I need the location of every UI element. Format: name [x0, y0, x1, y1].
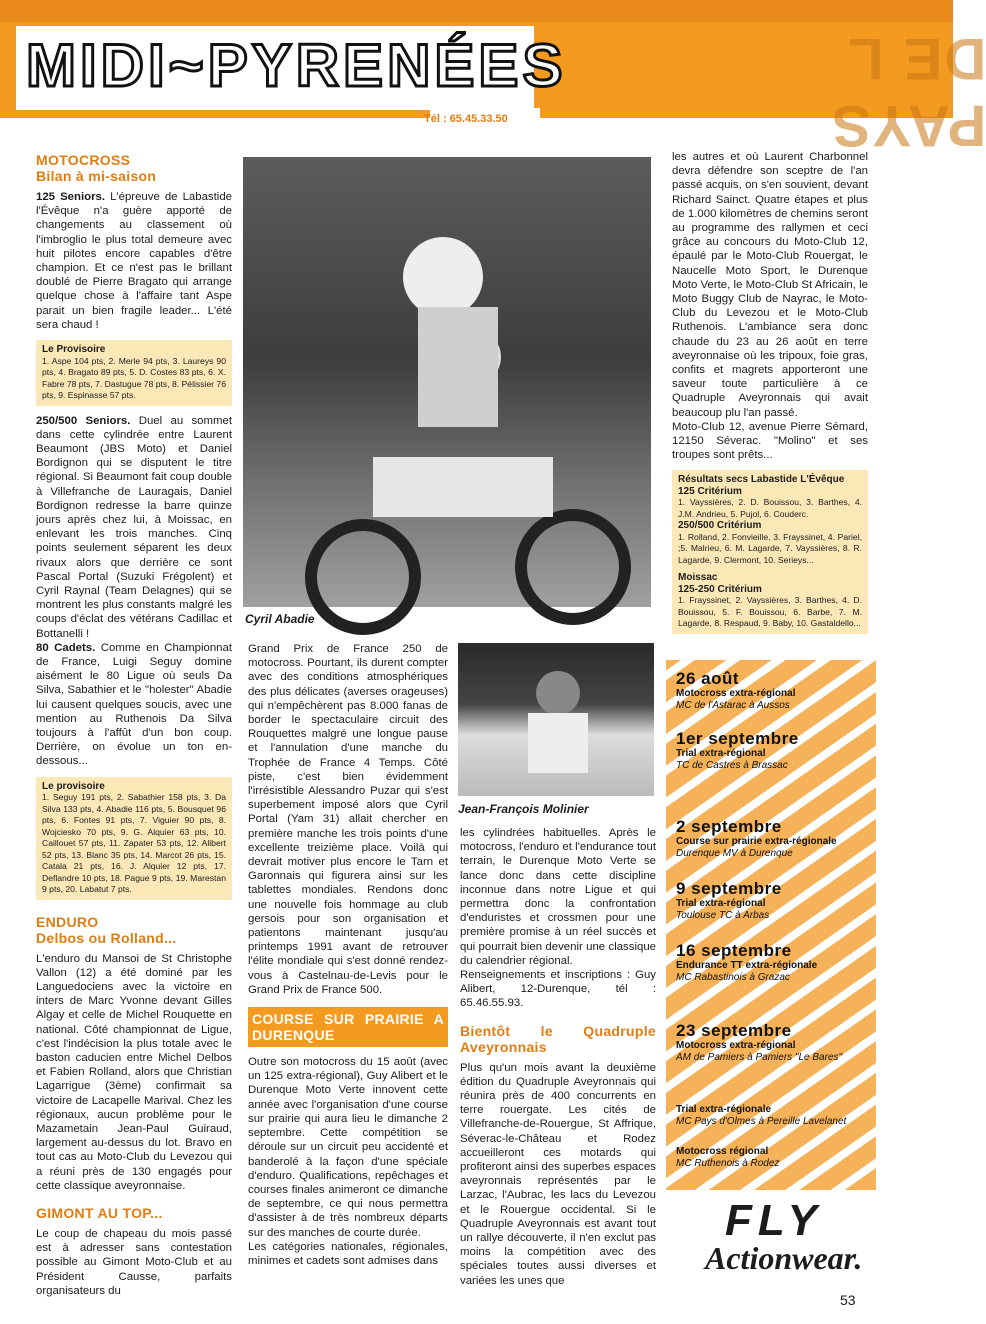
- motocross-photo: [243, 157, 651, 607]
- results-title: Résultats secs Labastide L'Évêque: [678, 474, 845, 486]
- event-date: 9 septembre: [676, 879, 782, 898]
- para-quadruple: Plus qu'un mois avant la deuxième édition du Quadruple Aveyronnais qui réunira près de 400 concurrents en terre rouergate. Les cités de Villefranche-de-Rouergue, St Affrique, Séverac-le-Château et Rodez accueilleront ces motards qui profiteront ainsi des superbes espaces aveyronnais représentés par le Larzac, l'Aubrac, les lacs du Levezou et le Rouergue occidental. Si le Quadruple Aveyronnais est avant tout un rallye découverte, il n'en exclut pas moins la compétition avec des spéciales toutes aussi diverses et variées les unes que: [460, 1061, 656, 1287]
- event-club: AM de Pamiers à Pamiers "Le Bares": [676, 1052, 843, 1063]
- para-enduro: L'enduro du Mansoi de St Christophe Vallon (12) a été dominé par les Languedociens avec la victoire en inters de Marc Yvonne devant Gilles Algay et celle de Michel Rouquette en national. Côté championnat de Ligue, c'est l'indécision la plus totale avec le baston caducien entre Michel Delbos et Fabien Rolland, alors que Christian Lagarrigue (3ème) confirmait sa victoire de Lacapelle Marival. Chez les régionaux, aucun problème pour le Mazametain Jean-Paul Guiraud, largement au-dessus du lot. Bravo en tout cas au Moto-Club du Levezou qui a réuni près de 130 engagés pour cette classique aveyronnaise.: [36, 952, 232, 1192]
- para-motoclub: Moto-Club 12, avenue Pierre Sémard, 12150 Séverac. "Molino" et ses troupes sont prêts...: [672, 420, 868, 462]
- event-date: 2 septembre: [676, 817, 782, 836]
- kicker-quadruple: Bientôt le Quadruple Aveyronnais: [460, 1022, 656, 1055]
- para-80: 80 Cadets. Comme en Championnat de France, Luigi Seguy domine aisément le 80 Ligue où seuls Da Silva, Sabathier et le "holester" Abadie lui causent quelques soucis, avec une mention au Ruthenois Da Silva toujours à l'affût d'un bon coup. Derrière, on évolue un ton en-dessous...: [36, 641, 233, 768]
- para-categories: Les catégories nationales, régionales, minimes et cadets sont admises dans: [248, 1240, 448, 1267]
- calendar-event: [676, 1146, 876, 1170]
- photo2-caption: Jean-François Molinier: [458, 802, 589, 816]
- column-4: [672, 150, 868, 634]
- results-box: [672, 470, 868, 634]
- event-type: Motocross extra-régional: [676, 1040, 796, 1051]
- calendar-event: [676, 942, 876, 984]
- results-text: 1. Rolland, 2. Fonvieille, 3. Frayssinet, 4. Pariel, ;5. Malrieu, 6. M. Lagarde, 7. Vayssières, 8. R. Lagarde, 9. Clermont, 10. Serieys...: [678, 531, 862, 565]
- calendar-event: [676, 1104, 876, 1128]
- box-title: Le Provisoire: [42, 344, 106, 356]
- calendar-event: [676, 818, 876, 860]
- event-date: 26 août: [676, 669, 740, 688]
- event-club: MC Pays d'Olmes à Pereille Lavelanet: [676, 1116, 847, 1127]
- header-shade: [0, 0, 953, 22]
- box-title: Le provisoire: [42, 780, 105, 792]
- standings-box-80: [36, 777, 232, 900]
- event-type: Trial extra-régional: [676, 898, 766, 909]
- para-gimont: Le coup de chapeau du mois passé est à adresser sans contestation possible au Gimont Moto-Club et au Président Causse, parfaits organisateurs du: [36, 1228, 232, 1297]
- calendar-event: [676, 730, 876, 772]
- event-type: Motocross extra-régional: [676, 688, 796, 699]
- photo1-caption: Cyril Abadie: [245, 612, 315, 626]
- kicker-enduro: ENDURO: [36, 913, 99, 930]
- results-label: 250/500 Critérium: [678, 520, 762, 532]
- para-125: 125 Seniors. L'épreuve de Labastide l'Évêque n'a guère apporté de changements au classement où l'imbroglio le plus total demeure avec huit pilotes encore capables d'être champion. Et ce n'est pas le brillant doublé de Pierre Bragato qui arrange quelque chose à l'affaire tant Aspe parait un bien fragile leader... L'été sera chaud !: [36, 191, 232, 331]
- box-text: 1. Seguy 191 pts, 2. Sabathier 158 pts, 3. Da Silva 133 pts, 4. Abadie 116 pts, 5. Bousquet 96 pts, 6. Fontes 91 pts, 7. Viguier 90 pts, 8. Wojciesko 70 pts, 9. G. Alquier 63 pts, 10. Caillouet 57 pts, 11. Zapater 53 pts, 12. Alibert 52 pts, 13. Blanc 35 pts, 14. Marcot 26 pts, 15. Catala 21 pts, 16. J. Alquier 12 pts, 17. Deflandre 10 pts, 18. Pague 9 pts, 19. Marestan 9 pts, 20. Labatut 7 pts.: [42, 792, 226, 895]
- event-club: Durenque MV à Durenque: [676, 848, 793, 859]
- bleed-through-text: PAYS DE L: [830, 26, 986, 158]
- fly-logo: FLY: [725, 1196, 823, 1245]
- event-type: Course sur prairie extra-régionale: [676, 836, 837, 847]
- calendar-event: [676, 1022, 876, 1064]
- event-club: MC Rabastinois à Grazac: [676, 972, 790, 983]
- kicker-prairie: COURSE SUR PRAIRIE A DURENQUE: [248, 1007, 448, 1047]
- rider-silhouette: [243, 157, 651, 607]
- event-club: TC de Castres à Brassac: [676, 760, 788, 771]
- para-renseignements: Renseignements et inscriptions : Guy Alibert, 12-Durenque, tél : 65.46.55.93.: [460, 969, 656, 1010]
- kicker-bilan: Bilan à mi-saison: [36, 168, 157, 184]
- fly-tagline: Actionwear.: [705, 1240, 863, 1276]
- para-cylindrees: les cylindrées habituelles. Après le motocross, l'enduro et l'endurance tout terrain, le Durenque Moto Verte se lance donc dans cette discipline inconnue dans notre Ligue et qui permettra donc la confrontation d'enduristes et crossmen pour une première promise à un réel succès et qui pourrait bien devenir une classique du calendrier régional.: [460, 827, 656, 967]
- event-type: Trial extra-régionale: [676, 1104, 772, 1115]
- results-title: Moissac: [678, 572, 718, 584]
- para-250: 250/500 Seniors. Duel au sommet dans cette cylindrée entre Laurent Beaumont (JBS Moto) et Daniel Bordignon qui se disputent le titre régional. Si Beaumont fait coup double à Villefranche de Lauragais, Daniel Bordignon redresse la barre quinze jours après chez lui, à Moissac, en enlevant les trois manches. Cinq points seulement séparent les deux rivaux alors que derrière ce sont Pascal Portal (Suzuki Frégolent) et Cyril Raynal (Team Delagnes) qui se montrent les plus constants malgré les coups d'éclat des vétérans Cadillac et Bottanelli !: [36, 414, 232, 640]
- calendar-event: [676, 670, 876, 712]
- kicker-delbos: Delbos ou Rolland...: [36, 929, 177, 946]
- kicker-gimont: GIMONT AU TOP...: [36, 1205, 163, 1222]
- event-club: MC de l'Astarac à Aussos: [676, 700, 790, 711]
- results-text: 1. Frayssinet, 2. Vayssières, 3. Barthes, 4. D. Bouissou, 5. F. Bouissou, 6. Barbe, 7. M. Lagarde, 8. Respaud, 9. Baby, 10. Gastaldello...: [678, 595, 862, 629]
- standings-box-125: [36, 340, 232, 406]
- event-type: Endurance TT extra-régionale: [676, 960, 818, 971]
- event-date: 1er septembre: [676, 729, 799, 748]
- telephone: Tél : 65.45.33.50: [424, 113, 508, 125]
- event-type: Trial extra-régional: [676, 748, 766, 759]
- results-text: 1. Vayssières, 2. D. Bouissou, 3. Barthes, 4. J.M. Andrieu, 5. Pujol, 6. Couderc.: [678, 497, 862, 519]
- kicker-motocross: MOTOCROSS: [36, 152, 131, 168]
- event-type: Motocross régional: [676, 1146, 769, 1157]
- event-club: MC Ruthenois à Rodez: [676, 1158, 780, 1169]
- results-label: 125-250 Critérium: [678, 583, 762, 595]
- person-silhouette: [458, 643, 654, 796]
- page-number: 53: [840, 1292, 856, 1308]
- para-charbonnel: les autres et où Laurent Charbonnel devra défendre son sceptre de l'an passé acquis, on s'en souvient, devant Richard Sainct. Quatre étapes et plus de 1.000 kilomètres de chemins seront au programme des rallymen et ceci grâce au concours du Moto-Club 12, épaulé par le Moto-Club Rouergat, le Naucelle Moto Sport, le Durenque Moto Verte, le Moto-Club St Africain, le Moto Buggy Club de Nayrac, le Moto-Club du Levezou et le Moto-Club Ruthenois. L'ambiance sera donc chaude du 23 au 26 août en terre aveyronnaise où les tripoux, foie gras, confits et magrets apporteront une saveur toute particulière à ce Quadruple Aveyronnais qui avait beaucoup plu l'an passé.: [672, 151, 868, 419]
- calendar-event: [676, 880, 876, 922]
- page-title: MIDI~PYRENÉES: [26, 32, 567, 99]
- portrait-photo: [458, 643, 654, 796]
- event-date: 16 septembre: [676, 941, 792, 960]
- para-prairie: Outre son motocross du 15 août (avec un 125 extra-régional), Guy Alibert et le Durenque Moto Verte innovent cette année avec l'organisation d'une course sur prairie qui aura lieu le dimanche 2 septembre. Cette compétition se déroule sur un circuit peu accidenté et banderolé à la façon d'une spéciale d'enduro. Qualifications, repêchages et courses finales animeront ce dimanche de septembre, ce qui nous permettra d'assister à de très nombreux départs sur des manches de courte durée.: [248, 1056, 448, 1239]
- para-gp: Grand Prix de France 250 de motocross. Pourtant, ils durent compter avec des conditions atmosphériques des plus délicates (averses orageuses) qui n'empêchèrent pas 8.000 fanas de border le spectaculaire circuit des Rouquettes malgré une longue pause et l'annulation d'une manche du Trophée de France 4 Temps. Côté piste, c'est bien évidemment l'irrésistible Alessandro Puzar qui s'est superbement imposé alors que Cyril Portal (Yam 31) allait chercher en première manche les trois points d'une excellente treizième place. Voilà qui devrait motiver plus encore le Tarn et Garonnais qui figurera ainsi sur les tablettes mondiales. Rendons donc une nouvelle fois hommage au club gersois pour son organisation et patientons maintenant jusqu'au printemps 1991 avant de retrouver l'élite mondiale qui s'est donné rendez-vous à Castelnau-de-Levis pour le Grand Prix de France 500.: [248, 643, 448, 996]
- box-text: 1. Aspe 104 pts, 2. Merle 94 pts, 3. Laureys 90 pts, 4. Bragato 89 pts, 5. D. Costes 83 pts, 6. X. Fabre 78 pts, 7. Dastugue 78 pts, 8. Pélissier 76 pts, 9. Espinasse 57 pts.: [42, 355, 226, 401]
- event-date: 23 septembre: [676, 1021, 792, 1040]
- event-club: Toulouse TC à Arbas: [676, 910, 770, 921]
- results-label: 125 Critérium: [678, 485, 742, 497]
- column-2: [248, 642, 448, 1268]
- column-1: [36, 152, 232, 1298]
- column-3: [460, 826, 656, 1288]
